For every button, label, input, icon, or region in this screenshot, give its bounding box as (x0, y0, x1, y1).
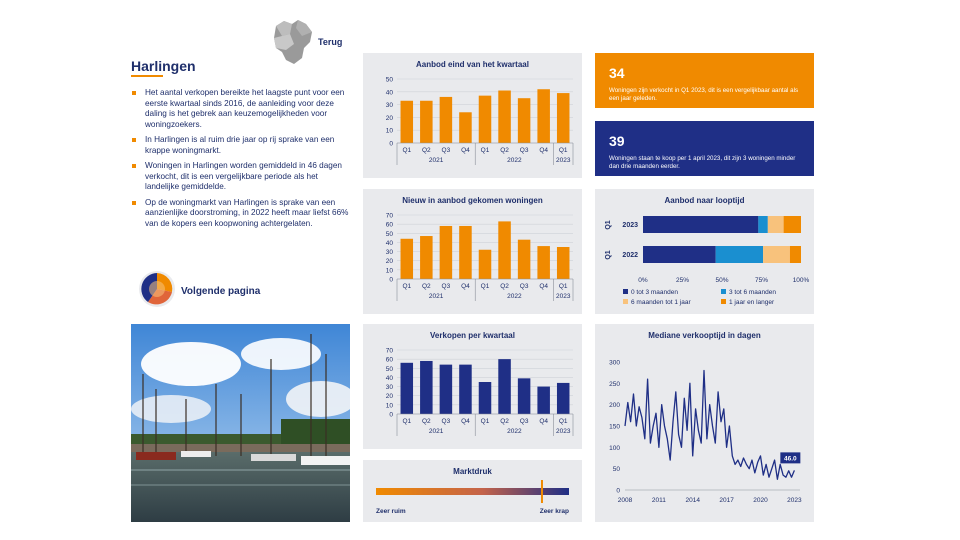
stacked-segment (643, 216, 758, 233)
bar (537, 246, 550, 279)
group-label: 2021 (428, 293, 444, 300)
bar-chart-verkopen (363, 324, 582, 449)
y-tick-label: 70 (385, 347, 393, 355)
y-tick-label: 60 (385, 356, 393, 364)
bullet-text: Woningen in Harlingen worden gemiddeld in 46 dagen verkocht, dit is een vergelijkbare periode als het landelijke gemiddelde. (145, 161, 342, 191)
legend-label: 6 maanden tot 1 jaar (631, 299, 691, 306)
bar (440, 97, 453, 143)
group-label: 2023 (555, 428, 571, 435)
y-tick-label: 0 (389, 411, 393, 419)
legend-label: 3 tot 6 maanden (729, 289, 776, 296)
chart-panel-marktdruk (363, 460, 582, 522)
stacked-segment (768, 216, 784, 233)
bar (420, 361, 433, 414)
bar (479, 382, 492, 414)
pie-chart-icon[interactable] (138, 270, 176, 308)
bullet-item (131, 88, 351, 130)
x-tick-label: Q1 (480, 283, 490, 290)
bar (401, 363, 414, 414)
series-line (625, 371, 794, 480)
bar (420, 236, 433, 279)
x-tick-label: Q1 (558, 283, 568, 290)
x-tick-label: Q1 (402, 147, 412, 154)
bar (401, 239, 414, 279)
chart-title: Aanbod naar looptijd (664, 196, 745, 205)
x-tick-label: Q3 (519, 283, 529, 290)
group-label: 2023 (555, 157, 571, 164)
legend-swatch (623, 289, 628, 294)
bar (401, 101, 414, 143)
next-page-link[interactable]: Volgende pagina (181, 286, 261, 297)
x-tick-label: 0% (638, 277, 648, 284)
x-tick-label: Q4 (539, 283, 549, 290)
bar (537, 89, 550, 143)
x-tick-label: Q1 (402, 418, 412, 425)
group-label: 2021 (428, 157, 444, 164)
bar-chart-aanbod (363, 53, 582, 178)
group-label: 2022 (507, 428, 522, 435)
bullet-marker (132, 138, 136, 142)
x-tick-label: 2023 (787, 497, 802, 504)
kpi-text: Woningen zijn verkocht in Q1 2023, dit is een vergelijkbaar aantal als een jaar geleden. (609, 87, 799, 102)
x-tick-label: 2014 (685, 497, 700, 504)
y-tick-label: 20 (385, 114, 393, 122)
chart-title: Verkopen per kwartaal (430, 331, 515, 340)
stacked-segment (716, 246, 763, 263)
y-tick-label: 50 (612, 466, 620, 474)
y-tick-label: 50 (385, 230, 393, 238)
y-tick-label: 40 (385, 239, 393, 247)
chart-title: Marktdruk (453, 467, 492, 476)
x-tick-label: Q4 (461, 147, 470, 154)
x-tick-label: 2020 (753, 497, 768, 504)
y-tick-label: 20 (385, 393, 393, 401)
y-tick-label: 0 (616, 487, 620, 495)
chart-panel-verkooptijd (595, 324, 814, 522)
bar (459, 365, 472, 414)
x-tick-label: Q3 (441, 283, 451, 290)
bullet-item (131, 198, 351, 230)
bullet-list (131, 88, 351, 234)
bar (459, 112, 472, 143)
x-tick-label: Q2 (500, 283, 509, 290)
bar (420, 101, 433, 143)
group-label: 2022 (507, 157, 522, 164)
group-label: 2021 (428, 428, 444, 435)
bar (440, 226, 453, 279)
bullet-marker (132, 201, 136, 205)
x-tick-label: Q2 (421, 283, 431, 290)
y-tick-label: 250 (609, 380, 620, 388)
bar (557, 93, 570, 143)
legend-swatch (623, 299, 628, 304)
province-map-icon (272, 18, 316, 66)
group-label: 2022 (507, 293, 522, 300)
x-tick-label: Q4 (461, 418, 470, 425)
row-label: 2023 (622, 222, 638, 229)
bullet-text: Op de woningmarkt van Harlingen is sprake van een aanzienlijke doorstroming, in 2022 heeft maar liefst 66% van de kopers een koopwoning achtergelaten. (145, 197, 349, 228)
bar (518, 378, 531, 414)
y-tick-label: 30 (385, 102, 393, 110)
x-tick-label: Q2 (500, 147, 509, 154)
y-tick-label: 0 (389, 276, 393, 284)
y-tick-label: 30 (385, 384, 393, 392)
y-tick-label: 40 (385, 89, 393, 97)
bar (498, 359, 511, 414)
kpi-value: 34 (609, 65, 625, 81)
y-tick-label: 40 (385, 374, 393, 382)
x-tick-label: Q4 (461, 283, 470, 290)
bar (518, 240, 531, 279)
bar (557, 383, 570, 414)
chart-title: Mediane verkooptijd in dagen (648, 331, 761, 340)
gauge-right-label: Zeer krap (539, 508, 569, 515)
bar (537, 387, 550, 414)
x-tick-label: Q3 (519, 147, 529, 154)
y-tick-label: 60 (385, 221, 393, 229)
harbor-photo (131, 324, 350, 522)
x-tick-label: Q2 (421, 418, 431, 425)
x-tick-label: Q1 (480, 418, 490, 425)
x-tick-label: 75% (754, 277, 769, 284)
x-tick-label: 2017 (719, 497, 734, 504)
last-value-label: 46.0 (784, 455, 797, 463)
chart-panel-nieuw (363, 189, 582, 314)
kpi-value: 39 (609, 133, 625, 149)
x-tick-label: 25% (675, 277, 690, 284)
chart-panel-verkopen (363, 324, 582, 449)
legend-swatch (721, 299, 726, 304)
bullet-text: In Harlingen is al ruim drie jaar op rij sprake van een krappe woningmarkt. (145, 135, 335, 155)
bullet-marker (132, 91, 136, 95)
x-tick-label: Q2 (500, 418, 509, 425)
y-tick-label: 0 (389, 140, 393, 148)
legend-swatch (721, 289, 726, 294)
bar (479, 96, 492, 143)
stacked-segment (784, 216, 801, 233)
stacked-segment (643, 246, 716, 263)
y-tick-label: 10 (385, 402, 393, 410)
stacked-segment (763, 246, 790, 263)
page-title: Harlingen (131, 58, 196, 74)
gauge-marktdruk (363, 460, 582, 522)
gauge-left-label: Zeer ruim (376, 508, 406, 515)
y-tick-label: 10 (385, 127, 393, 135)
y-tick-label: 200 (609, 402, 620, 410)
chart-panel-aanbod (363, 53, 582, 178)
group-label: Q1 (605, 220, 612, 230)
title-underline (131, 75, 163, 77)
x-tick-label: Q1 (402, 283, 412, 290)
x-tick-label: 2011 (651, 497, 666, 504)
kpi-card-verkocht (595, 53, 814, 108)
bar (518, 98, 531, 143)
x-tick-label: Q4 (539, 147, 549, 154)
group-label: 2023 (555, 293, 571, 300)
stacked-segment (758, 216, 767, 233)
y-tick-label: 10 (385, 267, 393, 275)
stacked-bar-looptijd (595, 189, 814, 314)
x-tick-label: Q3 (519, 418, 529, 425)
bar (498, 91, 511, 143)
bullet-item (131, 135, 351, 156)
kpi-text: Woningen staan te koop per 1 april 2023, dit zijn 3 woningen minder dan drie maanden eerder. (609, 155, 796, 170)
line-chart-verkooptijd (595, 324, 814, 522)
legend-label: 0 tot 3 maanden (631, 289, 678, 296)
bar (459, 226, 472, 279)
stacked-segment (790, 246, 801, 263)
x-tick-label: Q4 (539, 418, 549, 425)
y-tick-label: 30 (385, 249, 393, 257)
back-link[interactable]: Terug (318, 37, 343, 47)
bar-chart-nieuw (363, 189, 582, 314)
chart-title: Nieuw in aanbod gekomen woningen (402, 196, 543, 205)
y-tick-label: 150 (609, 423, 620, 431)
x-tick-label: 50% (715, 277, 729, 284)
x-tick-label: 2008 (617, 497, 633, 504)
x-tick-label: Q1 (558, 418, 568, 425)
group-label: Q1 (605, 250, 612, 260)
x-tick-label: Q3 (441, 147, 451, 154)
x-tick-label: 100% (792, 277, 810, 284)
bar (440, 365, 453, 414)
y-tick-label: 300 (609, 359, 620, 367)
gauge-bar (376, 488, 569, 495)
bullet-text: Het aantal verkopen bereikte het laagste punt voor een eerste kwartaal sinds 2016, de aanleiding voor deze daling is het gebrek aan keuzemogelijkheden voor woningzoekers. (145, 88, 345, 129)
legend-label: 1 jaar en langer (729, 299, 775, 306)
x-tick-label: Q3 (441, 418, 451, 425)
x-tick-label: Q2 (421, 147, 431, 154)
bullet-marker (132, 164, 136, 168)
bar (498, 221, 511, 279)
x-tick-label: Q1 (480, 147, 490, 154)
y-tick-label: 20 (385, 258, 393, 266)
bullet-item (131, 161, 351, 193)
y-tick-label: 70 (385, 212, 393, 220)
row-label: 2022 (622, 252, 638, 259)
x-tick-label: Q1 (558, 147, 568, 154)
kpi-card-te-koop (595, 121, 814, 176)
y-tick-label: 50 (385, 365, 393, 373)
chart-title: Aanbod eind van het kwartaal (416, 60, 529, 69)
bar (557, 247, 570, 279)
y-tick-label: 50 (385, 76, 393, 84)
y-tick-label: 100 (609, 444, 620, 452)
bar (479, 250, 492, 279)
chart-panel-looptijd (595, 189, 814, 314)
